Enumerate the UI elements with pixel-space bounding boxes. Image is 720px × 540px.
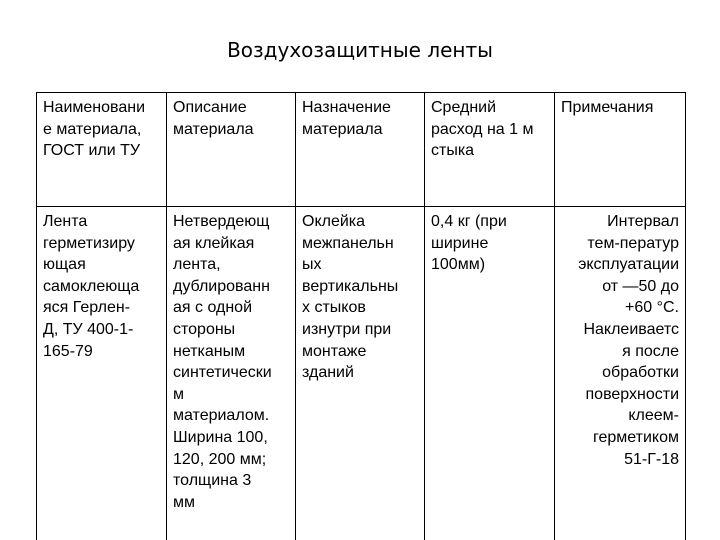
table-header-row bbox=[37, 93, 686, 207]
header-cell-name: Наименовани е материала, ГОСТ или ТУ bbox=[37, 93, 167, 207]
cell-consumption: 0,4 кг (при ширине 100мм) bbox=[425, 207, 555, 540]
cell-notes: Интервал тем-ператур эксплуатации от —50 до +60 °С. Наклеиваетс я после обработки поверхности клеем- герметиком 51-Г-18 bbox=[555, 207, 686, 540]
cell-purpose: Оклейка межпанельн ых вертикальны х стыков изнутри при монтаже зданий bbox=[296, 207, 425, 540]
cell-name: Лента герметизиру ющая самоклеюща яся Герлен- Д, ТУ 400-1- 165-79 bbox=[37, 207, 167, 540]
table-row bbox=[37, 207, 686, 540]
header-cell-notes: Примечания bbox=[555, 93, 686, 207]
header-cell-consumption: Средний расход на 1 м стыка bbox=[425, 93, 555, 207]
header-cell-description: Описание материала bbox=[167, 93, 296, 207]
materials-table bbox=[36, 92, 686, 540]
slide-title: Воздухозащитные ленты bbox=[227, 38, 493, 62]
header-cell-purpose: Назначение материала bbox=[296, 93, 425, 207]
cell-description: Нетвердеющ ая клейкая лента, дублированн ая с одной стороны нетканым синтетически м материалом. Ширина 100, 120, 200 мм; толщина 3 мм bbox=[167, 207, 296, 540]
